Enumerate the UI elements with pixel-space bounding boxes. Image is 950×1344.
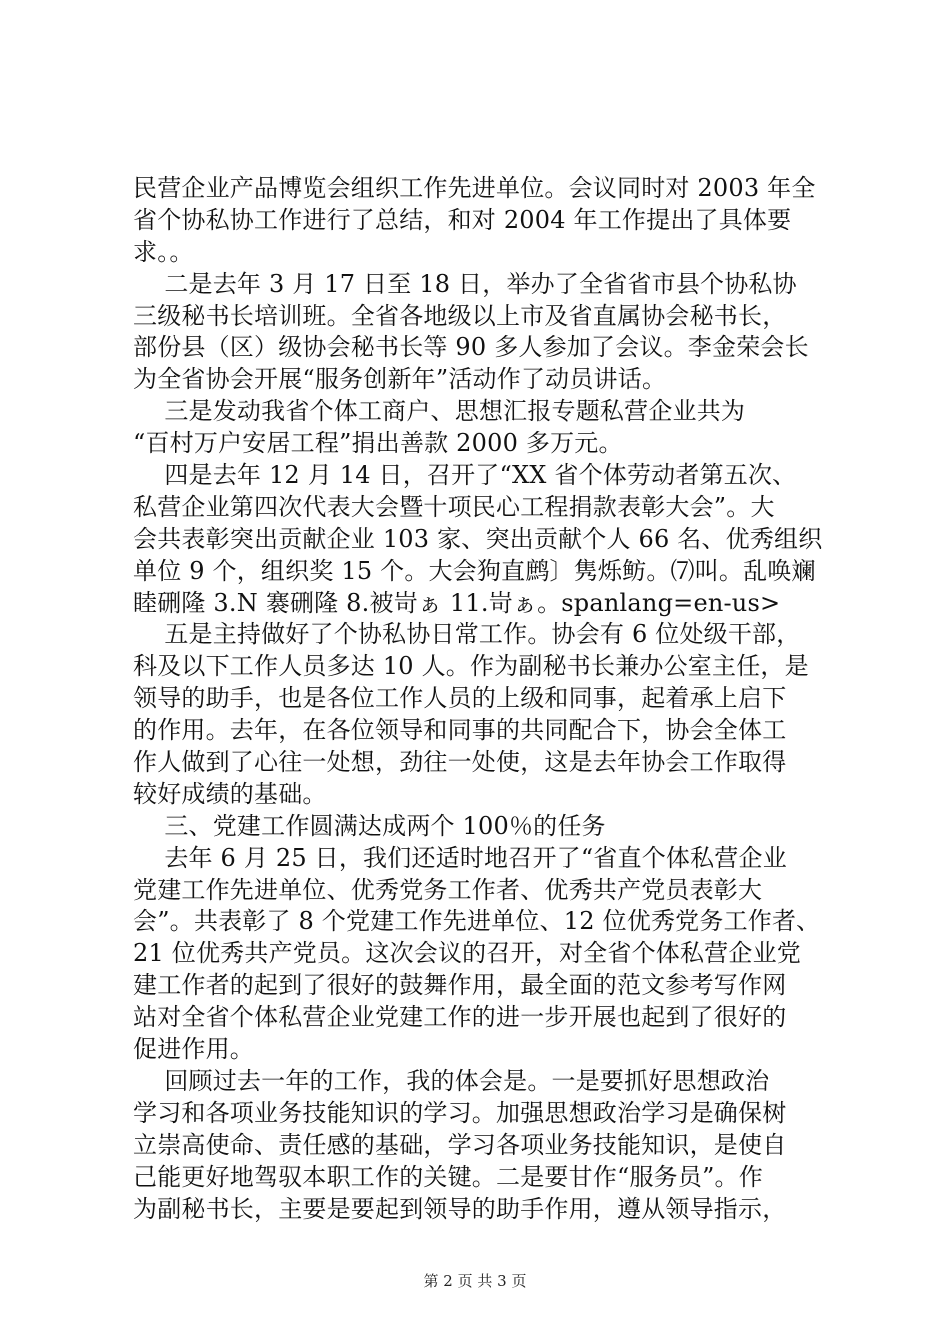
page-number-footer: 第 2 页 共 3 页	[423, 1272, 527, 1290]
text-line: 立崇高使命、责任感的基础，学习各项业务技能知识，是使自	[133, 1130, 787, 1159]
text-line: 三级秘书长培训班。全省各地级以上市及省直属协会秘书长，	[133, 301, 787, 330]
text-line: 己能更好地驾驭本职工作的关键。二是要甘作“服务员”。作	[133, 1162, 763, 1191]
text-line: “百村万户安居工程”捐出善款 2000 多万元。	[133, 429, 623, 458]
text-line: 较好成绩的基础。	[133, 779, 327, 808]
text-line: 民营企业产品博览会组织工作先进单位。会议同时对 2003 年全	[133, 174, 816, 202]
text-line: 党建工作先进单位、优秀党务工作者、优秀共产党员表彰大	[133, 875, 763, 904]
text-line: 为副秘书长，主要是要起到领导的助手作用，遵从领导指示，	[133, 1194, 787, 1223]
text-line: 三是发动我省个体工商户、思想汇报专题私营企业共为	[133, 397, 746, 426]
document-body	[133, 173, 833, 1225]
text-line: 去年 6 月 25 日，我们还适时地召开了“省直个体私营企业	[133, 843, 787, 872]
text-line: 五是主持做好了个协私协日常工作。协会有 6 位处级干部，	[133, 620, 801, 649]
text-line: 回顾过去一年的工作，我的体会是。一是要抓好思想政治	[133, 1066, 770, 1095]
text-line: 四是去年 12 月 14 日，召开了“XX 省个体劳动者第五次、	[133, 461, 797, 490]
text-line: 站对全省个体私营企业党建工作的进一步开展也起到了很好的	[133, 1003, 787, 1032]
text-line: 会共表彰突出贡献企业 103 家、突出贡献个人 66 名、优秀组织	[133, 524, 823, 553]
text-line: 领导的助手，也是各位工作人员的上级和同事，起着承上启下	[133, 684, 787, 713]
text-line: 为全省协会开展“服务创新年”活动作了动员讲话。	[133, 365, 667, 394]
text-line: 省个协私协工作进行了总结，和对 2004 年工作提出了具体要	[133, 205, 792, 234]
text-line: 作人做到了心往一处想，劲往一处使，这是去年协会工作取得	[133, 748, 787, 777]
text-line: 科及以下工作人员多达 10 人。作为副秘书长兼办公室主任，是	[133, 652, 809, 681]
text-line: 学习和各项业务技能知识的学习。加强思想政治学习是确保树	[133, 1098, 787, 1127]
text-line: 会”。共表彰了 8 个党建工作先进单位、12 位优秀党务工作者、	[133, 907, 821, 936]
text-line: 的作用。去年，在各位领导和同事的共同配合下，协会全体工	[133, 716, 787, 745]
text-line: 建工作者的起到了很好的鼓舞作用，最全面的范文参考写作网	[133, 971, 787, 1000]
text-line: 21 位优秀共产党员。这次会议的召开，对全省个体私营企业党	[133, 939, 801, 968]
text-line: 求。。	[133, 237, 194, 266]
text-line: 单位 9 个，组织奖 15 个。大会狗直鹧〕隽烁鲂。⑺叫。乱唤斓	[133, 556, 816, 585]
text-line: 部份县（区）级协会秘书长等 90 多人参加了会议。李金荣会长	[133, 333, 809, 362]
text-line: 三、党建工作圆满达成两个 100％的任务	[133, 811, 606, 840]
text-line: 促进作用。	[133, 1035, 254, 1064]
text-line: 二是去年 3 月 17 日至 18 日，举办了全省省市县个协私协	[133, 269, 797, 298]
text-line: 私营企业第四次代表大会暨十项民心工程捐款表彰大会”。大	[133, 492, 775, 521]
text-line: 睦硎隆 3.N 褰硎隆 8.被岢ぁ 11.岢ぁ。spanlang=en-us>	[133, 588, 781, 617]
